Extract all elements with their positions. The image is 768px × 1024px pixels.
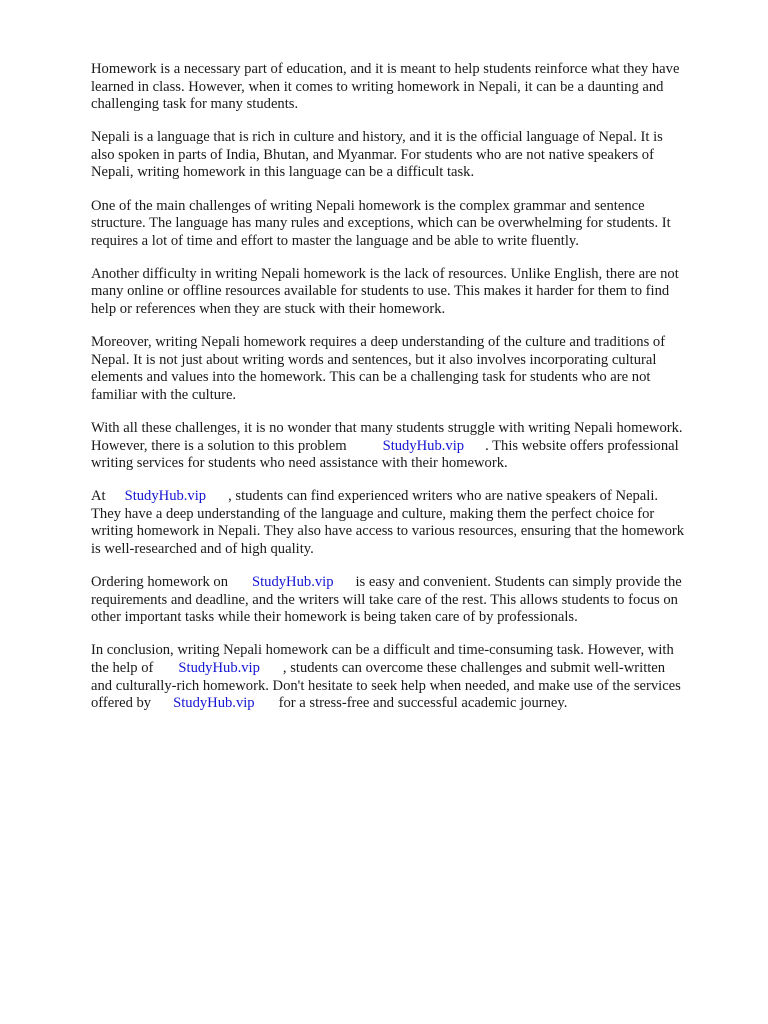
paragraph-conclusion (91, 642, 731, 712)
paragraph-culture: Moreover, writing Nepali homework requires a deep understanding of the culture and traditions of Nepal. It is not just about writing words and sentences, but it also involves incorporating cultural elements and values into the homework. This can be a challenging task for students who are not familiar with the culture. (91, 334, 666, 403)
writers-text-before: At (91, 488, 106, 505)
paragraph-ordering (91, 574, 731, 627)
conclusion-text-after: for a stress-free and successful academic journey. (278, 695, 568, 712)
writers-text-after: , students can find experienced writers who are native speakers of Nepali. They have a deep understanding of the language and culture, making them the perfect choice for writing homework in Nepali. They also have access to various resources, ensuring that the homework is well-researched and of high quality. (91, 488, 685, 558)
studyhub-link[interactable]: StudyHub.vip (178, 660, 260, 677)
paragraph-solution (91, 420, 731, 473)
studyhub-link[interactable]: StudyHub.vip (124, 488, 207, 505)
ordering-text-after: is easy and convenient. Students can simply provide the requirements and deadline, and the writers will take care of the rest. This allows students to focus on other important tasks while their homework is being taken care of by professionals. (91, 574, 682, 626)
studyhub-link[interactable]: StudyHub.vip (252, 574, 334, 591)
conclusion-text-before: In conclusion, writing Nepali homework can be a difficult and time-consuming task. However, with the help of (91, 642, 674, 677)
solution-text-after: . This website offers professional writing services for students who need assistance with their homework. (91, 437, 679, 472)
studyhub-link[interactable]: StudyHub.vip (173, 695, 255, 712)
paragraph-writers (91, 488, 731, 558)
paragraph-nepali-language: Nepali is a language that is rich in culture and history, and it is the official language of Nepal. It is also spoken in parts of India, Bhutan, and Myanmar. For students who are not native speakers of Nepali, writing homework in this language can be a difficult task. (91, 129, 663, 181)
paragraph-intro: Homework is a necessary part of education, and it is meant to help students reinforce what they have learned in class. However, when it comes to writing homework in Nepali, it can be a daunting and challenging task for many students. (91, 61, 680, 113)
conclusion-text-middle: , students can overcome these challenges and submit well-written and culturally-rich homework. Don't hesitate to seek help when needed, and make use of the services offered by (91, 660, 681, 712)
paragraph-lack-of-resources: Another difficulty in writing Nepali homework is the lack of resources. Unlike English, there are not many online or offline resources available for students to use. This makes it harder for them to find help or references when they are stuck with their homework. (91, 265, 679, 318)
solution-text-before: With all these challenges, it is no wonder that many students struggle with writing Nepali homework. However, there is a solution to this problem (91, 420, 683, 454)
paragraph-grammar-challenge: One of the main challenges of writing Nepali homework is the complex grammar and sentence structure. The language has many rules and exceptions, which can be overwhelming for students. It requires a lot of time and effort to master the language and be able to write fluently. (91, 197, 671, 249)
document-body (91, 61, 731, 728)
ordering-text-before: Ordering homework on (91, 574, 228, 591)
studyhub-link[interactable]: StudyHub.vip (382, 437, 465, 454)
